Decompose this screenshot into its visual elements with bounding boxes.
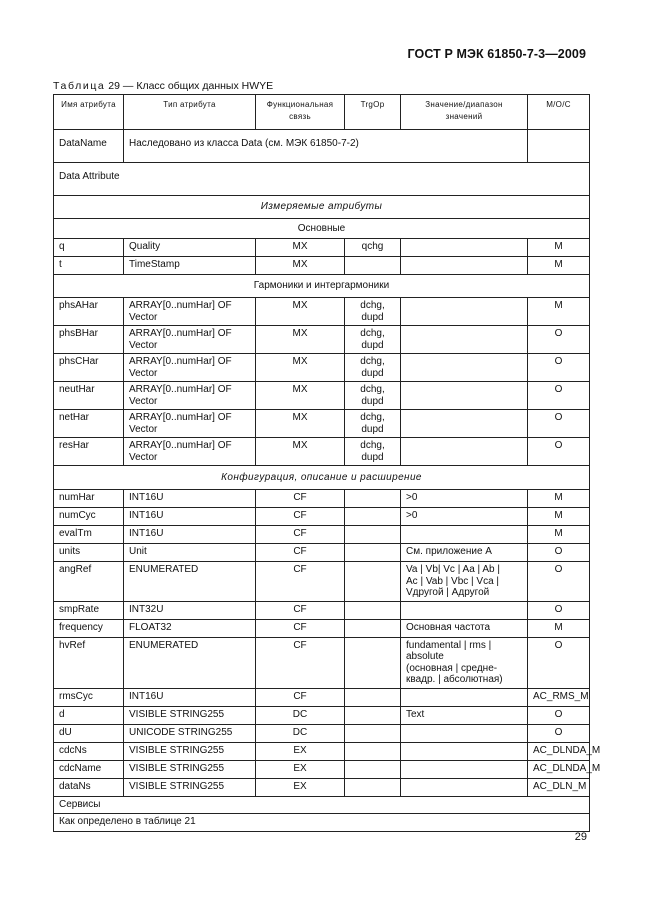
cell-type-line: ARRAY[0..numHar] OF	[129, 300, 232, 311]
cell-type: ENUMERATED	[124, 637, 256, 688]
column-header: Значение/диапазон значений	[401, 95, 528, 130]
cell-value-line: >0	[406, 492, 418, 503]
data-name-row	[54, 130, 590, 163]
column-header: TrgOp	[345, 95, 401, 130]
table-row	[54, 760, 590, 778]
services-label: Сервисы	[54, 796, 590, 813]
cell-type: Quality	[124, 239, 256, 257]
cell-name: cdcName	[54, 760, 124, 778]
cell-trgop-line: dupd	[361, 311, 384, 323]
cell-name: evalTm	[54, 526, 124, 544]
cell-trgop	[345, 490, 401, 508]
column-header: Тип атрибута	[124, 95, 256, 130]
table-row	[54, 508, 590, 526]
cell-trgop	[345, 438, 401, 466]
table-row	[54, 298, 590, 326]
cell-type: UNICODE STRING255	[124, 724, 256, 742]
cell-type: INT32U	[124, 601, 256, 619]
caption-label: Таблица	[53, 80, 106, 92]
cell-fc: DC	[256, 724, 345, 742]
table-row	[54, 778, 590, 796]
cell-fc: EX	[256, 760, 345, 778]
table-row	[54, 742, 590, 760]
table-row	[54, 382, 590, 410]
data-attribute-row	[54, 163, 590, 196]
cell-moc: AC_DLNDA_M	[528, 742, 590, 760]
cell-value-line: квадр. | абсолютная)	[406, 674, 503, 685]
cell-trgop	[345, 354, 401, 382]
cell-value	[401, 601, 528, 619]
table-row	[54, 706, 590, 724]
cell-moc: M	[528, 490, 590, 508]
cell-value	[401, 326, 528, 354]
cell-trgop	[345, 724, 401, 742]
cell-type-line: Vector	[129, 451, 158, 463]
cell-trgop	[345, 778, 401, 796]
cell-moc: M	[528, 239, 590, 257]
cell-trgop	[345, 526, 401, 544]
cell-trgop: qchg	[345, 239, 401, 257]
cell-value	[401, 724, 528, 742]
cell-trgop	[345, 326, 401, 354]
cell-fc: CF	[256, 637, 345, 688]
table-row	[54, 526, 590, 544]
cell-fc: MX	[256, 410, 345, 438]
cell-trgop	[345, 298, 401, 326]
section-row	[54, 196, 590, 219]
cell-trgop	[345, 688, 401, 706]
services-row	[54, 796, 590, 813]
cell-trgop-line: dupd	[361, 395, 384, 407]
subsection-basic: Основные	[54, 219, 590, 239]
cell-trgop-line: dupd	[361, 367, 384, 379]
cell-type-line: Vector	[129, 311, 158, 323]
cell-moc: O	[528, 601, 590, 619]
cell-fc: CF	[256, 619, 345, 637]
cell-moc: M	[528, 619, 590, 637]
table-row	[54, 619, 590, 637]
table-row	[54, 410, 590, 438]
cell-name: phsAHar	[54, 298, 124, 326]
cell-fc: MX	[256, 438, 345, 466]
cell-trgop-line: dchg,	[360, 356, 385, 367]
cell-type-line: ARRAY[0..numHar] OF	[129, 412, 232, 423]
cell-type: INT16U	[124, 526, 256, 544]
cell-fc: EX	[256, 742, 345, 760]
column-header: M/O/C	[528, 95, 590, 130]
cell-moc: AC_DLNDA_M	[528, 760, 590, 778]
cell-trgop	[345, 619, 401, 637]
cell-fc: CF	[256, 601, 345, 619]
cell-value-line: >0	[406, 510, 418, 521]
cell-name: q	[54, 239, 124, 257]
cell-type-line: ARRAY[0..numHar] OF	[129, 384, 232, 395]
cell-value	[401, 544, 528, 562]
cell-trgop	[345, 410, 401, 438]
cell-moc: O	[528, 438, 590, 466]
cell-description: Наследовано из класса Data (см. МЭК 61850-7-2)	[124, 130, 528, 163]
cell-trgop	[345, 382, 401, 410]
cell-type: VISIBLE STRING255	[124, 778, 256, 796]
caption-title: — Класс общих данных HWYE	[122, 80, 274, 92]
cell-moc: M	[528, 298, 590, 326]
table-row	[54, 257, 590, 275]
cell-trgop	[345, 760, 401, 778]
cell-value-line: Vдругой | Aдругой	[406, 587, 490, 598]
cell-value	[401, 257, 528, 275]
table-row	[54, 601, 590, 619]
cell-value-line: Ac | Vab | Vbc | Vca |	[406, 575, 500, 587]
cell-type: INT16U	[124, 688, 256, 706]
cell-trgop	[345, 544, 401, 562]
cell-trgop	[345, 601, 401, 619]
cell-name: smpRate	[54, 601, 124, 619]
cell-fc: CF	[256, 562, 345, 602]
cell-type: INT16U	[124, 508, 256, 526]
cell-moc: O	[528, 706, 590, 724]
cell-value-line: (основная | средне-	[406, 662, 498, 674]
cell-name: frequency	[54, 619, 124, 637]
cell-value	[401, 637, 528, 688]
cell-moc: M	[528, 257, 590, 275]
cell-type-line: Vector	[129, 367, 158, 379]
cell-trgop-line: dchg,	[360, 328, 385, 339]
cell-value	[401, 562, 528, 602]
cell-trgop-line: dupd	[361, 339, 384, 351]
cell-name: resHar	[54, 438, 124, 466]
cell-moc: M	[528, 526, 590, 544]
cell-value-line: Основная частота	[406, 621, 491, 633]
cell-fc: CF	[256, 490, 345, 508]
cell-fc: CF	[256, 526, 345, 544]
cell-value	[401, 760, 528, 778]
cell-name: dU	[54, 724, 124, 742]
cell-name: cdcNs	[54, 742, 124, 760]
subsection-row	[54, 219, 590, 239]
cell-name: numCyc	[54, 508, 124, 526]
table-header-row	[54, 95, 590, 130]
cell-fc: CF	[256, 508, 345, 526]
services-note-row	[54, 813, 590, 831]
cell-value	[401, 382, 528, 410]
page-number: 29	[574, 831, 587, 843]
cell-moc: O	[528, 637, 590, 688]
cell-value	[401, 410, 528, 438]
cell-moc: O	[528, 562, 590, 602]
cell-value-line: Text	[406, 708, 425, 720]
document-header: ГОСТ Р МЭК 61850-7-3—2009	[407, 47, 586, 61]
services-note: Как определено в таблице 21	[54, 813, 590, 831]
cell-trgop-line: dupd	[361, 423, 384, 435]
cell-type-line: Vector	[129, 339, 158, 351]
cell-name: angRef	[54, 562, 124, 602]
cell-name: phsCHar	[54, 354, 124, 382]
section-measured: Измеряемые атрибуты	[54, 196, 590, 219]
cell-trgop-line: dchg,	[360, 412, 385, 423]
hwye-table	[53, 94, 601, 832]
cell-moc: AC_DLN_M	[528, 778, 590, 796]
cell-type	[124, 326, 256, 354]
cell-type	[124, 298, 256, 326]
cell-name: t	[54, 257, 124, 275]
cell-fc: MX	[256, 298, 345, 326]
table-row	[54, 688, 590, 706]
cell-type: INT16U	[124, 490, 256, 508]
cell-type-line: ARRAY[0..numHar] OF	[129, 328, 232, 339]
data-attribute-label: Data Attribute	[54, 163, 590, 196]
cell-trgop	[345, 706, 401, 724]
cell-name: units	[54, 544, 124, 562]
cell-trgop	[345, 637, 401, 688]
cell-type: Unit	[124, 544, 256, 562]
cell-moc: M	[528, 508, 590, 526]
cell-type: VISIBLE STRING255	[124, 760, 256, 778]
cell-value	[401, 438, 528, 466]
cell-type-line: Vector	[129, 423, 158, 435]
cell-moc: O	[528, 326, 590, 354]
table-row	[54, 724, 590, 742]
cell-value	[401, 298, 528, 326]
cell-fc: MX	[256, 326, 345, 354]
cell-name: rmsCyc	[54, 688, 124, 706]
cell-fc: EX	[256, 778, 345, 796]
cell-fc: DC	[256, 706, 345, 724]
cell-value	[401, 490, 528, 508]
cell-value	[401, 239, 528, 257]
cell-type	[124, 438, 256, 466]
cell-value	[401, 508, 528, 526]
cell-type-line: ARRAY[0..numHar] OF	[129, 440, 232, 451]
table-row	[54, 562, 590, 602]
cell-trgop-line: dchg,	[360, 440, 385, 451]
cell-moc: O	[528, 544, 590, 562]
cell-value-line: Va | Vb| Vc | Aa | Ab |	[406, 564, 500, 575]
cell-moc: O	[528, 724, 590, 742]
cell-trgop-line: dupd	[361, 451, 384, 463]
cell-value	[401, 526, 528, 544]
cell-type	[124, 382, 256, 410]
cell-trgop	[345, 742, 401, 760]
section-row	[54, 466, 590, 490]
table-row	[54, 438, 590, 466]
cell-value-line: fundamental | rms |	[406, 639, 492, 651]
cell-type	[124, 410, 256, 438]
cell-moc: O	[528, 410, 590, 438]
cell-name: netHar	[54, 410, 124, 438]
cell-type: FLOAT32	[124, 619, 256, 637]
cell-trgop	[345, 257, 401, 275]
table-row	[54, 637, 590, 688]
cell-type	[124, 354, 256, 382]
cell-type-line: Vector	[129, 395, 158, 407]
cell-fc: MX	[256, 257, 345, 275]
cell-value-line: absolute	[406, 651, 444, 662]
cell-trgop	[345, 562, 401, 602]
cell-moc: O	[528, 354, 590, 382]
table-row	[54, 354, 590, 382]
cell-name: DataName	[54, 130, 124, 163]
cell-value	[401, 742, 528, 760]
cell-fc: MX	[256, 239, 345, 257]
column-header: Функциональная связь	[256, 95, 345, 130]
cell-value	[401, 706, 528, 724]
section-config: Конфигурация, описание и расширение	[54, 466, 590, 490]
cell-moc: AC_RMS_M	[528, 688, 590, 706]
cell-value	[401, 778, 528, 796]
caption-number: 29	[108, 80, 120, 92]
cell-value	[401, 354, 528, 382]
table-row	[54, 490, 590, 508]
cell-value-line: См. приложение А	[406, 546, 492, 557]
cell-name: d	[54, 706, 124, 724]
cell-fc: MX	[256, 354, 345, 382]
cell-fc: CF	[256, 544, 345, 562]
cell-type: TimeStamp	[124, 257, 256, 275]
cell-name: hvRef	[54, 637, 124, 688]
cell-type: VISIBLE STRING255	[124, 706, 256, 724]
cell-value	[401, 619, 528, 637]
cell-value	[401, 688, 528, 706]
column-header: Имя атрибута	[54, 95, 124, 130]
cell-type: VISIBLE STRING255	[124, 742, 256, 760]
cell-moc: O	[528, 382, 590, 410]
cell-type: ENUMERATED	[124, 562, 256, 602]
table-row	[54, 239, 590, 257]
cell-name: dataNs	[54, 778, 124, 796]
cell-name: phsBHar	[54, 326, 124, 354]
cell-moc	[528, 130, 590, 163]
cell-name: neutHar	[54, 382, 124, 410]
subsection-harmonics: Гармоники и интергармоники	[54, 275, 590, 298]
table-caption	[53, 80, 273, 92]
cell-name: numHar	[54, 490, 124, 508]
cell-type-line: ARRAY[0..numHar] OF	[129, 356, 232, 367]
cell-trgop-line: dchg,	[360, 300, 385, 311]
cell-trgop	[345, 508, 401, 526]
table-row	[54, 326, 590, 354]
table-row	[54, 544, 590, 562]
cell-fc: MX	[256, 382, 345, 410]
cell-fc: CF	[256, 688, 345, 706]
subsection-row	[54, 275, 590, 298]
cell-trgop-line: dchg,	[360, 384, 385, 395]
